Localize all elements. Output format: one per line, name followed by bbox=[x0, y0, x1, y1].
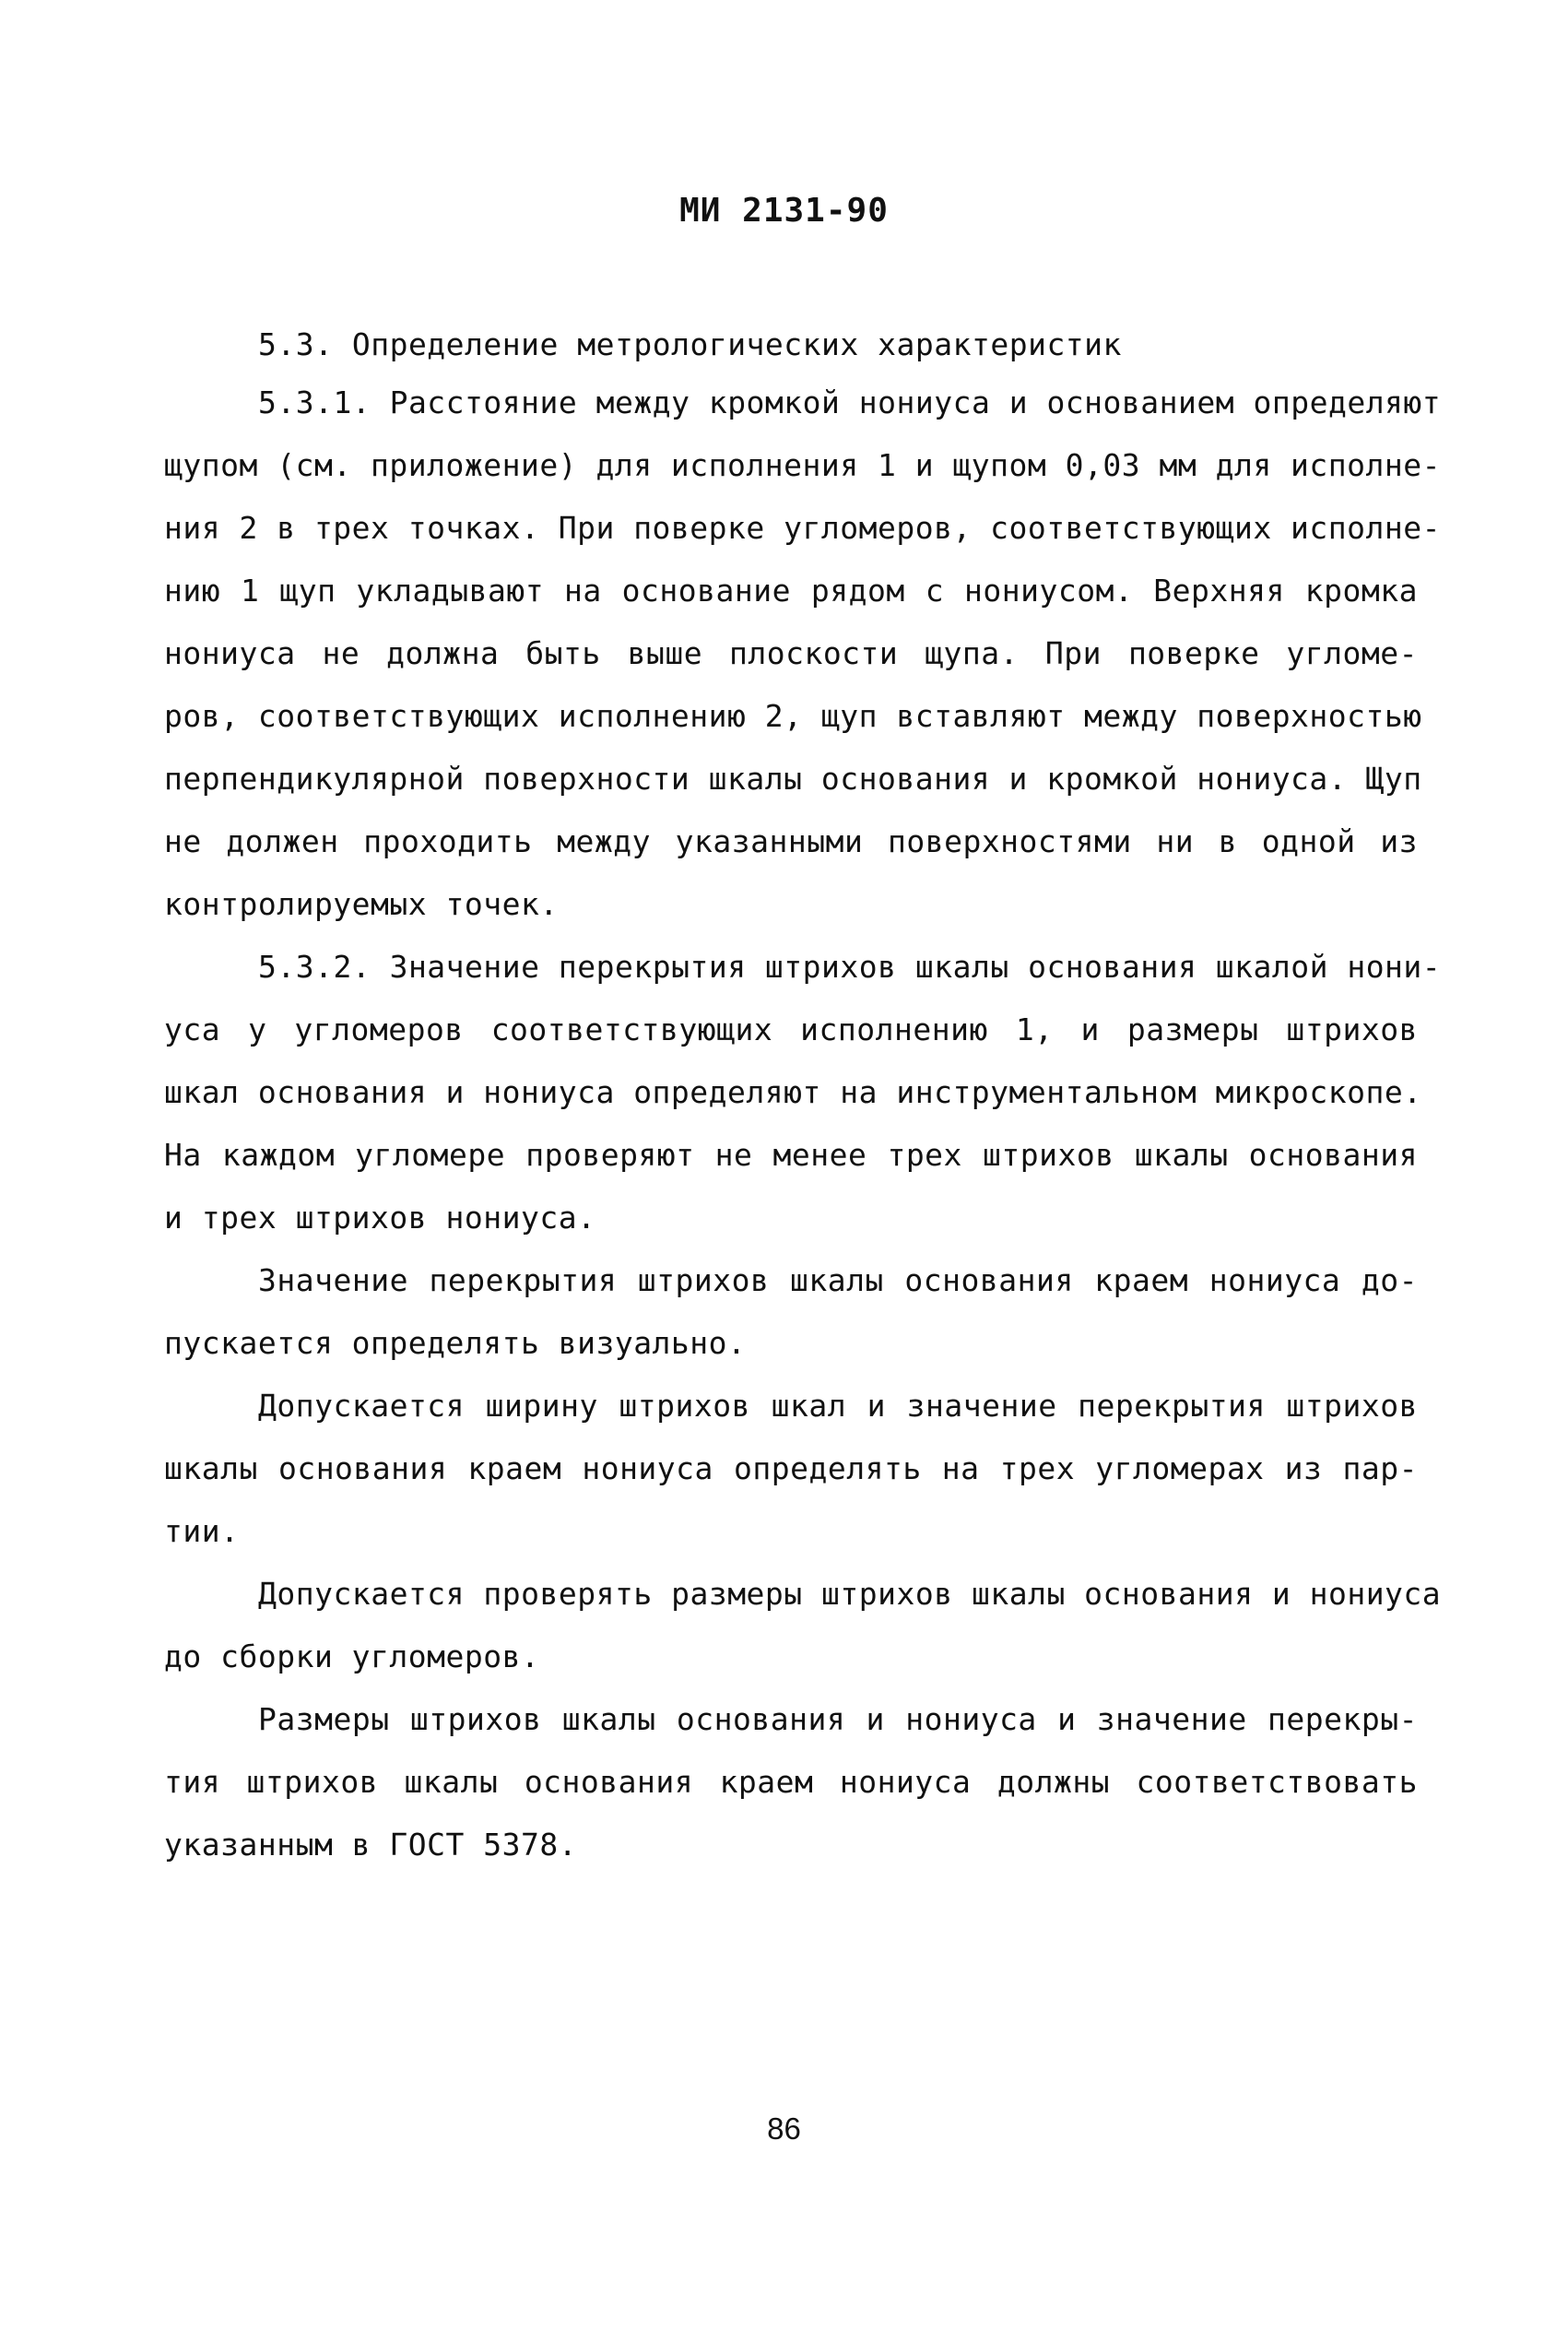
text-line: 5.3.1. Расстояние между кромкой нониуса и основанием определяют bbox=[258, 384, 1442, 420]
text-line: Допускается проверять размеры штрихов шкалы основания и нониуса bbox=[258, 1576, 1442, 1612]
text-line: уса у угломеров соответствующих исполнению 1, и размеры штрихов bbox=[164, 1011, 1418, 1047]
text-line: шкалы основания краем нониуса определять на трех угломерах из пар- bbox=[164, 1450, 1418, 1486]
text-line: Значение перекрытия штрихов шкалы основания краем нониуса до- bbox=[258, 1262, 1418, 1298]
text-line: контролируемых точек. bbox=[164, 886, 559, 922]
text-line: На каждом угломере проверяют не менее трех штрихов шкалы основания bbox=[164, 1137, 1418, 1173]
text-line: тия штрихов шкалы основания краем нониуса должны соответствовать bbox=[164, 1764, 1418, 1800]
text-line: 5.3.2. Значение перекрытия штрихов шкалы основания шкалой нони- bbox=[258, 949, 1442, 985]
text-line: нониуса не должна быть выше плоскости щупа. При поверке угломе- bbox=[164, 635, 1418, 671]
text-line: пускается определять визуально. bbox=[164, 1325, 747, 1361]
text-line: нию 1 щуп укладывают на основание рядом с нониусом. Верхняя кромка bbox=[164, 573, 1418, 609]
text-line: ров, соответствующих исполнению 2, щуп вставляют между поверхностью bbox=[164, 698, 1422, 734]
text-line: перпендикулярной поверхности шкалы основания и кромкой нониуса. Щуп bbox=[164, 761, 1422, 797]
page-number: 86 bbox=[767, 2111, 801, 2146]
text-line: шкал основания и нониуса определяют на инструментальном микроскопе. bbox=[164, 1074, 1422, 1110]
text-line: ния 2 в трех точках. При поверке угломеров, соответствующих исполне- bbox=[164, 510, 1442, 546]
document-code: МИ 2131-90 bbox=[679, 192, 889, 230]
text-line: тии. bbox=[164, 1513, 240, 1549]
text-line: щупом (см. приложение) для исполнения 1 и щупом 0,03 мм для исполне- bbox=[164, 447, 1442, 483]
text-line: до сборки угломеров. bbox=[164, 1638, 540, 1674]
text-line: не должен проходить между указанными поверхностями ни в одной из bbox=[164, 823, 1418, 859]
text-line: указанным в ГОСТ 5378. bbox=[164, 1827, 578, 1863]
section-heading: 5.3. Определение метрологических характеристик bbox=[258, 326, 1122, 362]
text-line: Размеры штрихов шкалы основания и нониуса и значение перекры- bbox=[258, 1701, 1418, 1737]
text-line: Допускается ширину штрихов шкал и значение перекрытия штрихов bbox=[258, 1388, 1418, 1424]
text-line: и трех штрихов нониуса. bbox=[164, 1200, 596, 1236]
